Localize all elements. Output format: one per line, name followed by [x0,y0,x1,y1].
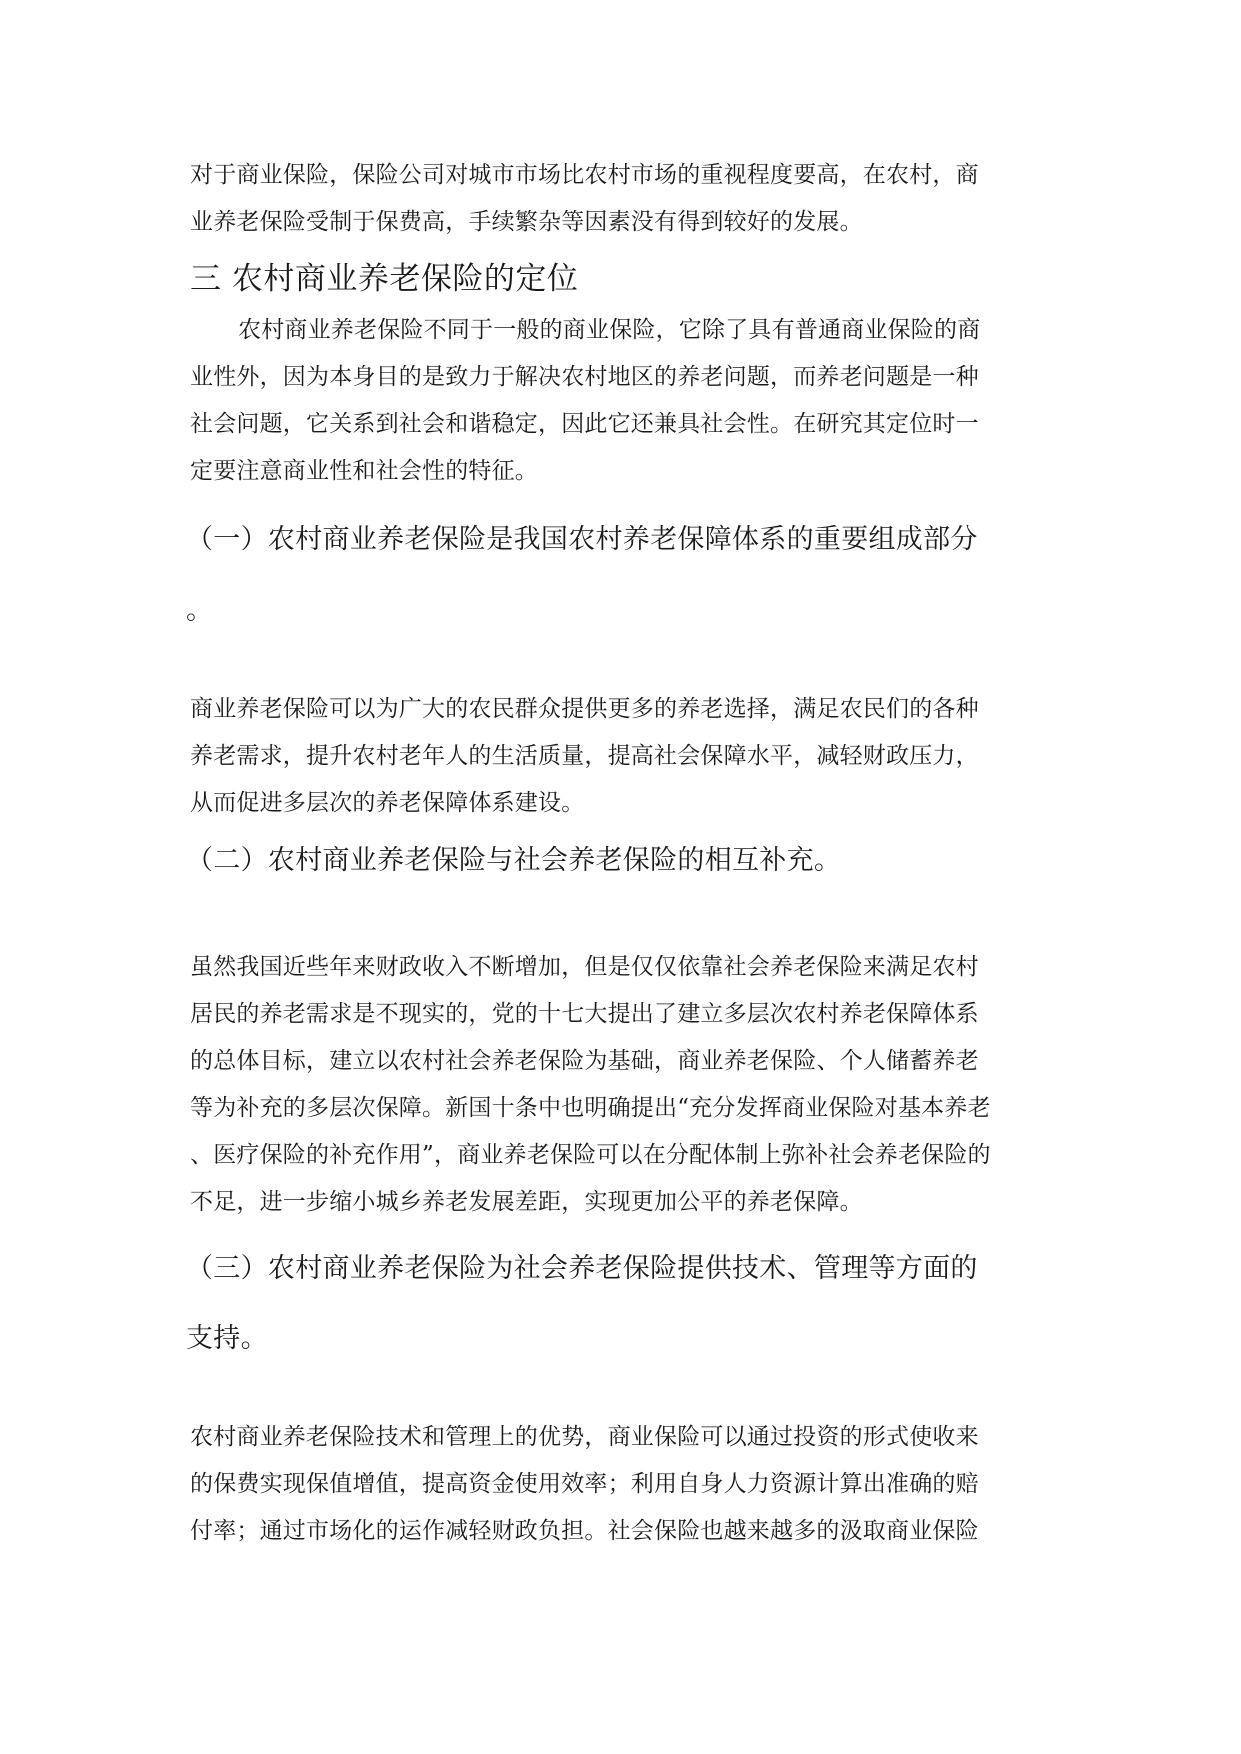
sub2-line-5: 、医疗保险的补充作用”，商业养老保险可以在分配体制上弥补社会养老保险的 [190,1142,991,1168]
sub2-line-1: 虽然我国近些年来财政收入不断增加，但是仅仅依靠社会养老保险来满足农村 [190,954,979,980]
sub3-line-2: 的保费实现保值增值，提高资金使用效率；利用自身人力资源计算出准确的赔 [190,1471,979,1497]
sub3-line-3: 付率；通过市场化的运作减轻财政负担。社会保险也越来越多的汲取商业保险 [190,1518,979,1544]
subheading-1-line-2: 。 [186,595,214,626]
sub2-line-6: 不足，进一步缩小城乡养老发展差距，实现更加公平的养老保障。 [190,1189,863,1215]
section3-line-2: 业性外，因为本身目的是致力于解决农村地区的养老问题，而养老问题是一种 [190,364,979,390]
sub1-line-1: 商业养老保险可以为广大的农民群众提供更多的养老选择，满足农民们的各种 [190,696,979,722]
intro-line-2: 业养老保险受制于保费高，手续繁杂等因素没有得到较好的发展。 [190,209,863,235]
sub1-line-3: 从而促进多层次的养老保障体系建设。 [190,790,585,816]
subheading-2: （二）农村商业养老保险与社会养老保险的相互补充。 [186,845,842,876]
subheading-3-line-1: （三）农村商业养老保险为社会养老保险提供技术、管理等方面的 [186,1253,978,1284]
intro-line-1: 对于商业保险，保险公司对城市市场比农村市场的重视程度要高，在农村，商 [190,162,979,188]
section3-line-1: 农村商业养老保险不同于一般的商业保险，它除了具有普通商业保险的商 [238,317,981,343]
sub1-line-2: 养老需求，提升农村老年人的生活质量，提高社会保障水平，减轻财政压力， [190,743,979,769]
section-heading: 三 农村商业养老保险的定位 [190,261,579,297]
subheading-1-line-1: （一）农村商业养老保险是我国农村养老保障体系的重要组成部分 [186,524,978,555]
subheading-3-line-2: 支持。 [186,1323,268,1354]
sub2-line-3: 的总体目标，建立以农村社会养老保险为基础，商业养老保险、个人储蓄养老 [190,1048,979,1074]
section3-line-3: 社会问题，它关系到社会和谐稳定，因此它还兼具社会性。在研究其定位时一 [190,411,979,437]
section3-line-4: 定要注意商业性和社会性的特征。 [190,458,538,484]
sub3-line-1: 农村商业养老保险技术和管理上的优势，商业保险可以通过投资的形式使收来 [190,1424,979,1450]
sub2-line-2: 居民的养老需求是不现实的，党的十七大提出了建立多层次农村养老保障体系 [190,1001,979,1027]
sub2-line-4: 等为补充的多层次保障。新国十条中也明确提出“充分发挥商业保险对基本养老 [190,1095,991,1121]
